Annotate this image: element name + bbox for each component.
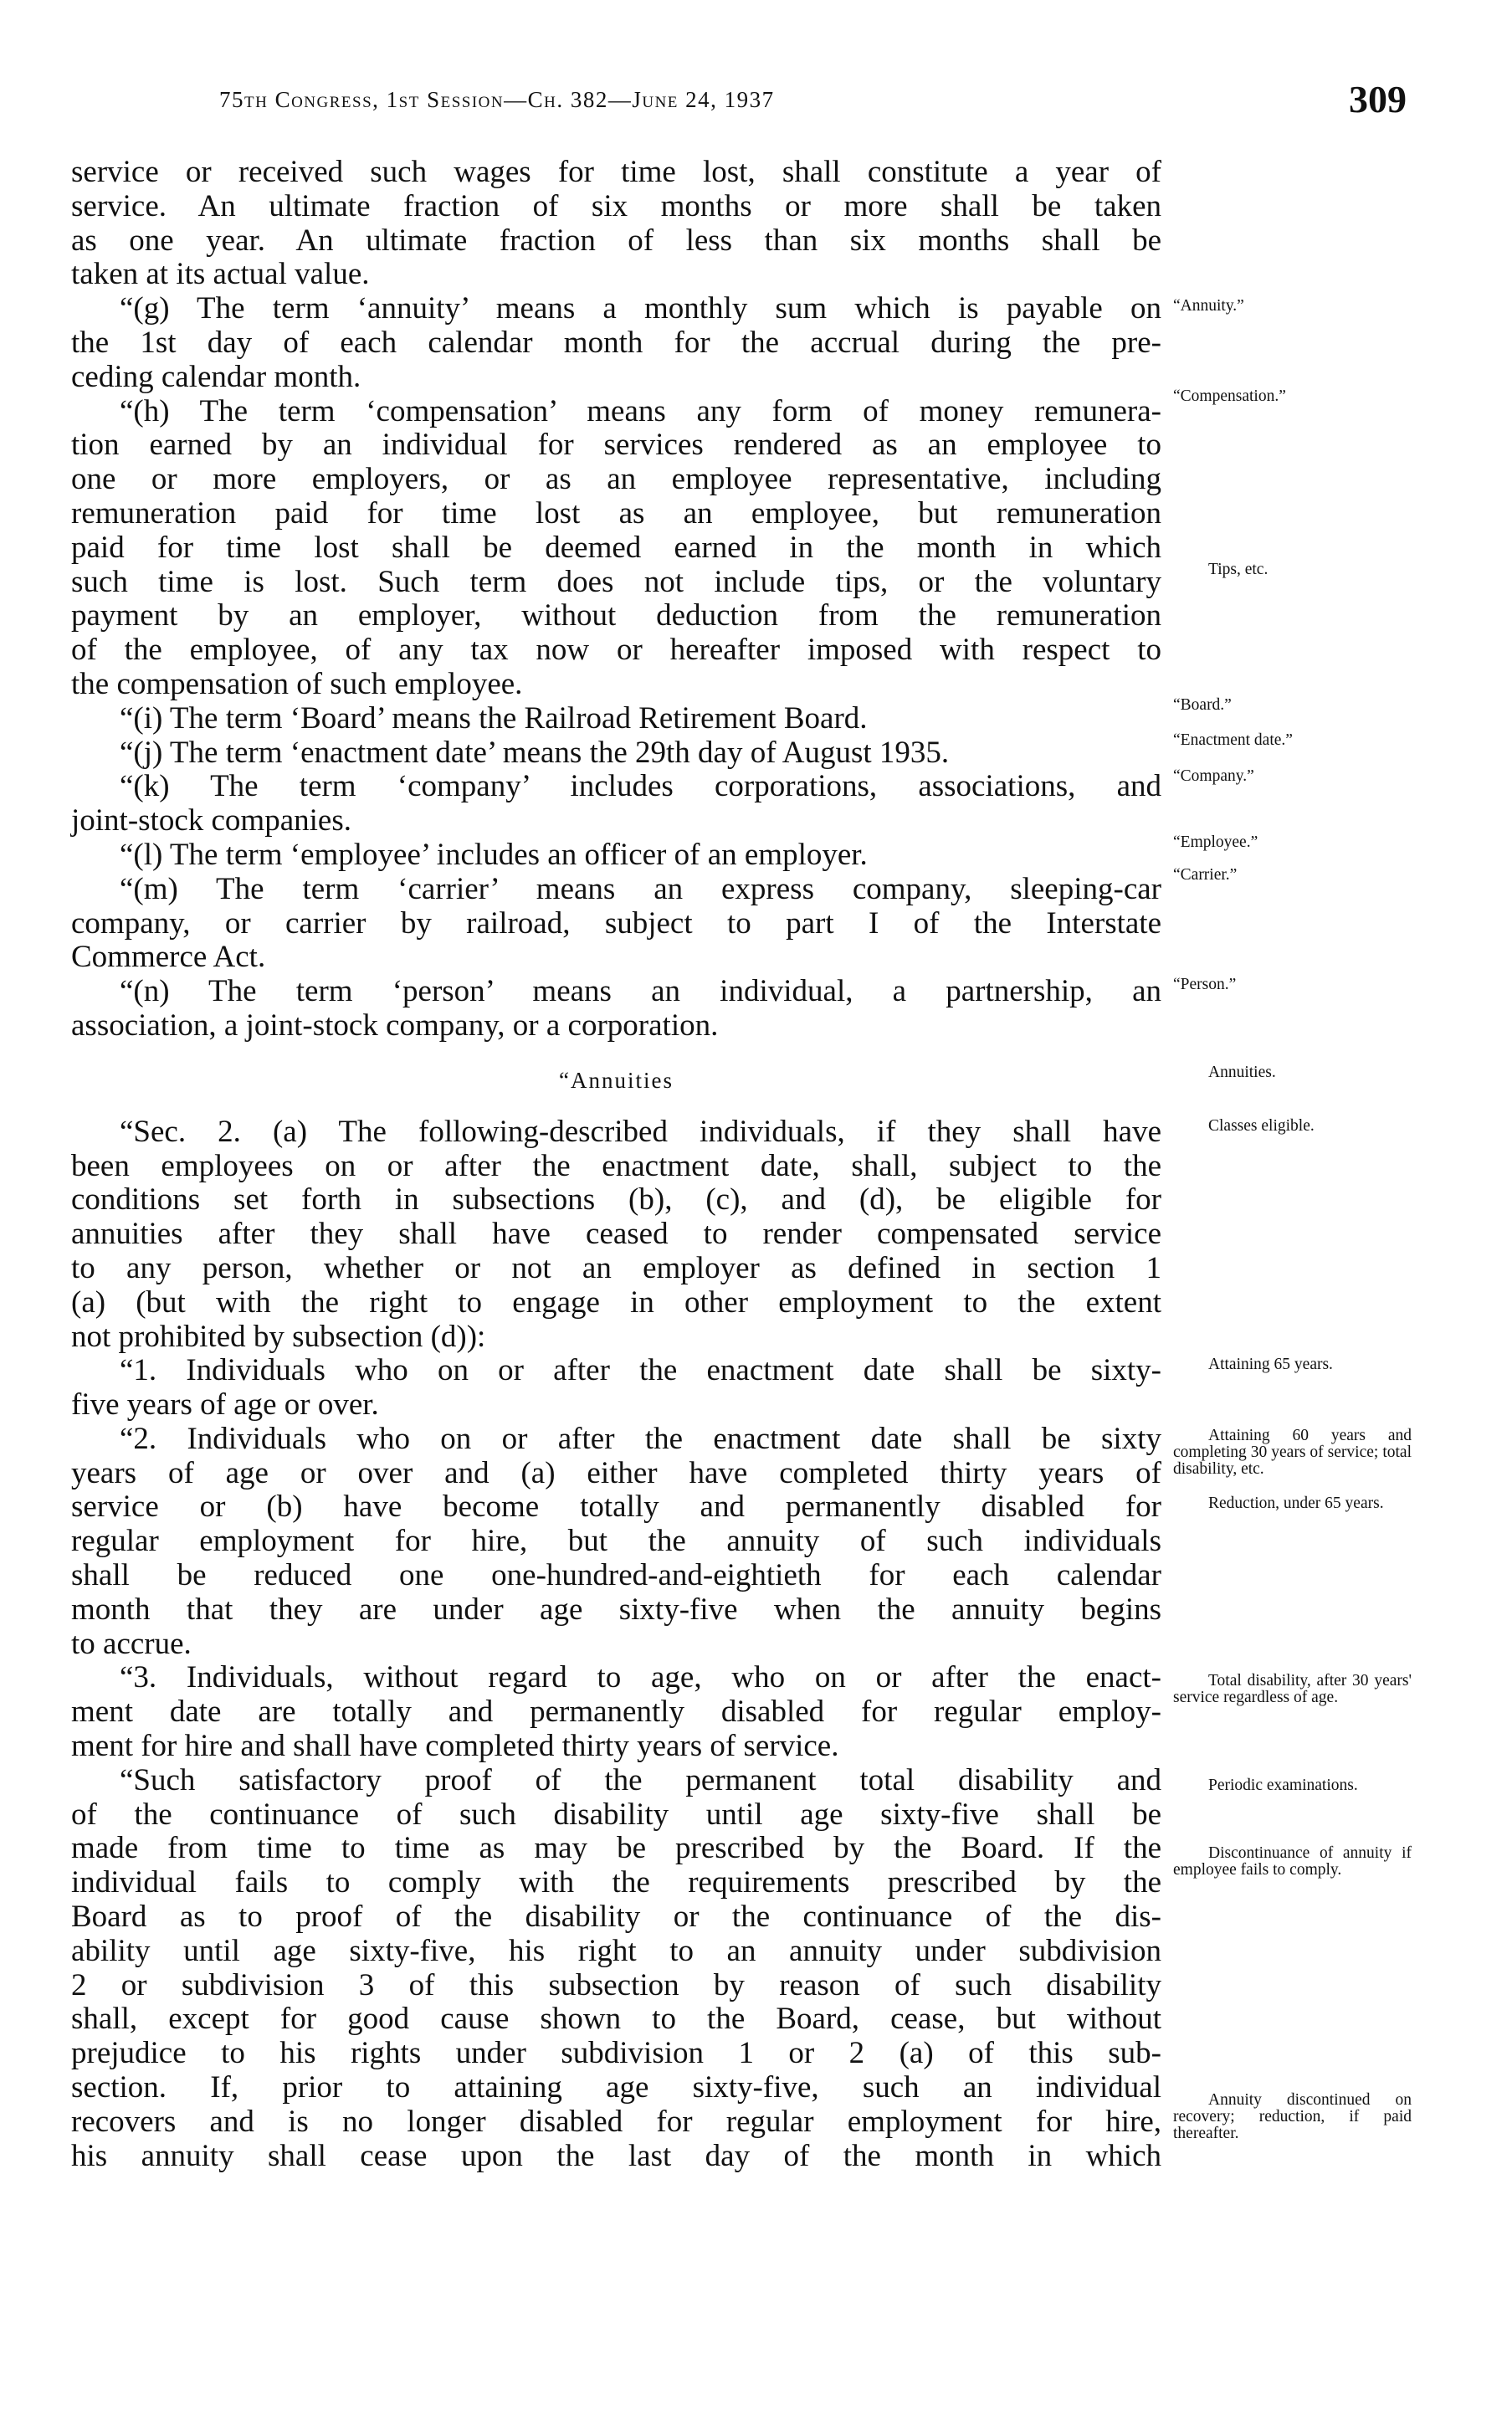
margin-note: Total disability, after 30 years' service regardless of age. (1173, 1672, 1412, 1706)
text-line: the 1st day of each calendar month for the accrual during the pre- (71, 325, 1161, 360)
text-line: shall be reduced one one-hundred-and-eightieth for each calendar (71, 1558, 1161, 1593)
text-line: ment for hire and shall have completed thirty years of service. (71, 1729, 839, 1764)
margin-note: “Enactment date.” (1173, 731, 1293, 749)
text-line: “(l) The term ‘employee’ includes an officer of an employer. (120, 837, 868, 872)
text-line: of the employee, of any tax now or hereafter imposed with respect to (71, 633, 1161, 668)
text-line: “(j) The term ‘enactment date’ means the 29th day of August 1935. (120, 735, 950, 770)
text-line: “(h) The term ‘compensation’ means any form of money remunera- (120, 393, 1161, 428)
text-line: five years of age or over. (71, 1387, 379, 1423)
text-line: taken at its actual value. (71, 257, 370, 292)
text-line: annuities after they shall have ceased to render compensated service (71, 1217, 1161, 1252)
text-line: “(m) The term ‘carrier’ means an express company, sleeping-car (120, 871, 1161, 906)
text-line: one or more employers, or as an employee representative, including (71, 462, 1161, 497)
text-line: “3. Individuals, without regard to age, who on or after the enact- (120, 1660, 1161, 1695)
margin-note: Attaining 60 years and completing 30 years of service; total disability, etc. (1173, 1427, 1412, 1478)
text-line: ceding calendar month. (71, 359, 361, 394)
margin-note: Annuities. (1208, 1064, 1276, 1081)
text-line: conditions set forth in subsections (b), (c), and (d), be eligible for (71, 1182, 1161, 1218)
text-line: “(g) The term ‘annuity’ means a monthly sum which is payable on (120, 291, 1161, 326)
text-line: such time is lost. Such term does not include tips, or the voluntary (71, 564, 1161, 599)
margin-note: Periodic examinations. (1208, 1777, 1358, 1794)
text-line: the compensation of such employee. (71, 666, 523, 701)
margin-note: “Employee.” (1173, 833, 1258, 851)
margin-note: “Person.” (1173, 976, 1237, 993)
text-line: joint-stock companies. (71, 803, 351, 838)
text-line: “2. Individuals who on or after the enactment date shall be sixty (120, 1421, 1161, 1456)
text-line: “(k) The term ‘company’ includes corporations, associations, and (120, 769, 1161, 804)
text-line: been employees on or after the enactment date, shall, subject to the (71, 1148, 1161, 1183)
text-line: service. An ultimate fraction of six months or more shall be taken (71, 188, 1161, 223)
text-line: payment by an employer, without deduction from the remuneration (71, 598, 1161, 633)
margin-note: “Annuity.” (1173, 297, 1244, 315)
margin-note: “Compensation.” (1173, 387, 1286, 405)
text-line: his annuity shall cease upon the last day of the month in which (71, 2138, 1161, 2173)
text-line: 2 or subdivision 3 of this subsection by reason of such disability (71, 1967, 1161, 2002)
text-line: section. If, prior to attaining age sixty-five, such an individual (71, 2070, 1161, 2105)
margin-note: Classes eligible. (1208, 1117, 1315, 1135)
section-heading: “Annuities (559, 1067, 674, 1093)
text-line: “Such satisfactory proof of the permanent total disability and (120, 1762, 1161, 1797)
margin-note: Reduction, under 65 years. (1208, 1495, 1384, 1512)
margin-note: Tips, etc. (1208, 561, 1269, 578)
text-line: individual fails to comply with the requirements prescribed by the (71, 1865, 1161, 1900)
text-line: service or (b) have become totally and permanently disabled for (71, 1490, 1161, 1525)
text-line: company, or carrier by railroad, subject to part I of the Interstate (71, 905, 1161, 941)
margin-note: Annuity discontinued on recovery; reduction, if paid thereafter. (1173, 2091, 1412, 2142)
margin-note: “Board.” (1173, 696, 1232, 714)
text-line: prejudice to his rights under subdivision 1 or 2 (a) of this sub- (71, 2036, 1161, 2071)
text-line: as one year. An ultimate fraction of less than six months shall be (71, 223, 1161, 258)
text-line: Board as to proof of the disability or the continuance of the dis- (71, 1900, 1161, 1935)
text-line: to accrue. (71, 1626, 192, 1661)
margin-note: Discontinuance of annuity if employee fails to comply. (1173, 1844, 1412, 1879)
text-line: to any person, whether or not an employer as defined in section 1 (71, 1250, 1161, 1285)
text-line: Commerce Act. (71, 940, 266, 975)
text-line: not prohibited by subsection (d)): (71, 1319, 486, 1354)
text-line: “(i) The term ‘Board’ means the Railroad Retirement Board. (120, 700, 868, 736)
text-line: paid for time lost shall be deemed earned in the month in which (71, 530, 1161, 565)
text-line: (a) (but with the right to engage in other employment to the extent (71, 1284, 1161, 1320)
page-number: 309 (1349, 78, 1407, 120)
text-line: ability until age sixty-five, his right to an annuity under subdivision (71, 1933, 1161, 1968)
text-line: association, a joint-stock company, or a corporation. (71, 1008, 719, 1043)
text-line: “(n) The term ‘person’ means an individual, a partnership, an (120, 974, 1161, 1009)
text-line: regular employment for hire, but the annuity of such individuals (71, 1524, 1161, 1559)
running-head: 75th Congress, 1st Session—Ch. 382—June 24, 1937 (219, 87, 775, 112)
text-line: years of age or over and (a) either have completed thirty years of (71, 1455, 1161, 1490)
margin-note: Attaining 65 years. (1208, 1356, 1333, 1373)
text-line: “1. Individuals who on or after the enactment date shall be sixty- (120, 1353, 1161, 1388)
text-line: ment date are totally and permanently disabled for regular employ- (71, 1695, 1161, 1730)
text-line: recovers and is no longer disabled for regular employment for hire, (71, 2104, 1161, 2139)
margin-note: “Company.” (1173, 767, 1254, 785)
text-line: “Sec. 2. (a) The following-described individuals, if they shall have (120, 1114, 1161, 1149)
text-line: tion earned by an individual for services rendered as an employee to (71, 428, 1161, 463)
text-line: of the continuance of such disability until age sixty-five shall be (71, 1797, 1161, 1832)
text-line: service or received such wages for time lost, shall constitute a year of (71, 155, 1161, 189)
text-line: shall, except for good cause shown to the Board, cease, but without (71, 2002, 1161, 2037)
main-text (71, 156, 1161, 2173)
text-line: made from time to time as may be prescribed by the Board. If the (71, 1831, 1161, 1866)
text-line: remuneration paid for time lost as an employee, but remuneration (71, 495, 1161, 531)
text-line: month that they are under age sixty-five when the annuity begins (71, 1592, 1161, 1627)
margin-note: “Carrier.” (1173, 866, 1238, 884)
